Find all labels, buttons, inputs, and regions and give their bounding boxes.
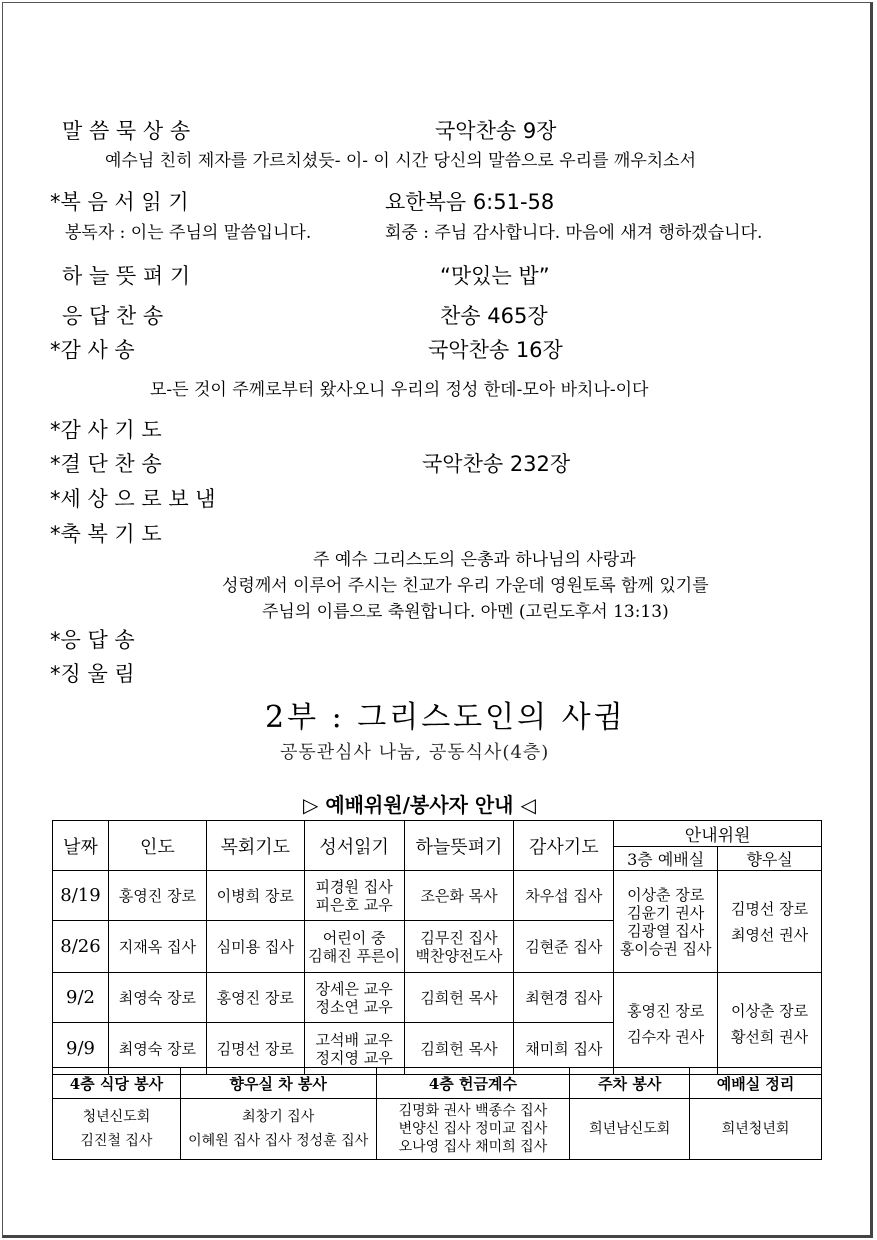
prayer-cell: 김명선 장로: [206, 1023, 304, 1075]
cell-line: 김진철 집사: [80, 1133, 153, 1149]
item-label: 하 늘 뜻 펴 기: [62, 264, 191, 288]
cell-line: 어린이 중: [322, 928, 386, 947]
thanks-cell: 차우섭 집사: [514, 871, 614, 921]
offering-cell: [376, 1099, 570, 1160]
header-parking: 주차 봉사: [570, 1068, 690, 1099]
header-floor3: 3층 예배실: [614, 847, 718, 871]
prayer-cell: 홍영진 장로: [206, 973, 304, 1023]
prayer-cell: 이병희 장로: [206, 871, 304, 921]
benediction-line: 주님의 이름으로 축원합니다. 아멘 (고린도후서 13:13): [262, 602, 669, 622]
part2-subtitle: 공동관심사 나눔, 공동식사(4층): [280, 742, 550, 763]
cell-line: 피경원 집사: [315, 877, 393, 896]
benediction-line: 주 예수 그리스도의 은총과 하나님의 사랑과: [313, 550, 636, 570]
header-leader: 인도: [108, 821, 206, 871]
header-tea: 향우실 차 봉사: [180, 1068, 376, 1099]
thanks-cell: 김현준 집사: [514, 921, 614, 973]
item-label: *축 복 기 도: [50, 522, 162, 546]
floor3-ushers-cell: [614, 871, 718, 973]
scripture-cell: [304, 871, 404, 921]
thanks-cell: 최현경 집사: [514, 973, 614, 1023]
reader-response: 봉독자 : 이는 주님의 말씀입니다.: [65, 223, 312, 243]
cell-line: 정지영 교우: [315, 1048, 393, 1067]
cell-line: 김명선 장로: [730, 899, 809, 918]
cell-line: 김수자 권사: [627, 1027, 705, 1046]
scripture-cell: [304, 973, 404, 1023]
cell-line: 홍이승권 집사: [619, 939, 712, 958]
item-label: 말 씀 묵 상 송: [62, 119, 191, 143]
sermon-cell: 김희헌 목사: [404, 1023, 514, 1075]
parking-cell: 희년남신도회: [570, 1099, 690, 1160]
header-date: 날짜: [53, 821, 109, 871]
cell-line: 김명화 권사 백종수 집사: [398, 1103, 548, 1119]
cell-line: 홍영진 장로: [627, 1001, 705, 1020]
item-label: *세 상 으 로 보 냄: [50, 487, 216, 511]
leader-cell: 지재옥 집사: [108, 921, 206, 973]
header-cafeteria: 4층 식당 봉사: [53, 1068, 181, 1099]
cell-line: 오나영 집사 채미희 집사: [398, 1139, 548, 1155]
item-label: *징 울 림: [50, 662, 135, 686]
header-ushers: 안내위원: [614, 821, 822, 847]
cell-line: 백찬양전도사: [415, 946, 503, 965]
item-value: 찬송 465장: [440, 304, 548, 328]
item-value: 요한복음 6:51-58: [385, 190, 555, 214]
incense-ushers-cell: [718, 973, 822, 1075]
item-value: 국악찬송 16장: [428, 338, 563, 362]
item-label: *결 단 찬 송: [50, 452, 162, 476]
prayer-cell: 심미용 집사: [206, 921, 304, 973]
date-cell: 8/19: [53, 871, 109, 921]
leader-cell: 최영숙 장로: [108, 1023, 206, 1075]
part2-title: 2부 : 그리스도인의 사귐: [265, 700, 626, 735]
cell-line: 이상춘 장로: [730, 1001, 809, 1020]
item-label: *복 음 서 읽 기: [50, 190, 189, 214]
header-thanks-prayer: 감사기도: [514, 821, 614, 871]
cell-line: 이상춘 장로: [627, 885, 705, 904]
thanks-cell: 채미희 집사: [514, 1023, 614, 1075]
item-value: “맛있는 밥”: [440, 264, 550, 288]
cell-line: 김무진 집사: [420, 928, 498, 947]
cafeteria-cell: [53, 1099, 181, 1160]
table-row: [53, 1099, 822, 1160]
date-cell: 9/9: [53, 1023, 109, 1075]
sermon-cell: 조은화 목사: [404, 871, 514, 921]
item-label: 응 답 찬 송: [62, 304, 164, 328]
item-label: *응 답 송: [50, 628, 135, 652]
cell-line: 고석배 교우: [315, 1030, 393, 1049]
volunteer-table: [52, 820, 822, 1075]
table-row: [53, 973, 822, 1023]
sermon-cell: 김희헌 목사: [404, 973, 514, 1023]
header-scripture: 성서읽기: [304, 821, 404, 871]
header-pastoral-prayer: 목회기도: [206, 821, 304, 871]
cell-line: 최창기 집사: [242, 1109, 315, 1125]
header-sermon: 하늘뜻펴기: [404, 821, 514, 871]
incense-ushers-cell: [718, 871, 822, 973]
lyrics-line: 모-든 것이 주께로부터 왔사오니 우리의 정성 한데-모아 바치나-이다: [150, 380, 649, 400]
cell-line: 피은호 교우: [315, 895, 393, 914]
cell-line: 변양신 집사 정미교 집사: [398, 1121, 548, 1137]
cell-line: 최영선 권사: [730, 925, 809, 944]
item-value: 국악찬송 232장: [422, 452, 571, 476]
scripture-cell: [304, 921, 404, 973]
cell-line: 장세은 교우: [315, 979, 393, 998]
cell-line: 청년신도회: [82, 1109, 151, 1125]
cell-line: 김해진 푸른이: [308, 946, 400, 965]
date-cell: 9/2: [53, 973, 109, 1023]
header-cleanup: 예배실 정리: [690, 1068, 822, 1099]
sermon-cell: [404, 921, 514, 973]
cleanup-cell: 희년청년회: [690, 1099, 822, 1160]
leader-cell: 최영숙 장로: [108, 973, 206, 1023]
cell-line: 이혜원 집사 집사 정성훈 집사: [188, 1133, 369, 1149]
floor3-ushers-cell: [614, 973, 718, 1075]
benediction-line: 성령께서 이루어 주시는 친교가 우리 가운데 영원토록 함께 있기를: [222, 576, 709, 596]
cell-line: 정소연 교우: [315, 997, 393, 1016]
date-cell: 8/26: [53, 921, 109, 973]
header-offering: 4층 헌금계수: [376, 1068, 570, 1099]
item-label: *감 사 송: [50, 338, 135, 362]
lyrics-line: 예수님 친히 제자를 가르치셨듯- 이- 이 시간 당신의 말씀으로 우리를 깨우치소서: [105, 151, 697, 171]
item-value: 국악찬송 9장: [435, 119, 557, 143]
guide-title: ▷ 예배위원/봉사자 안내 ◁: [303, 793, 536, 817]
tea-cell: [180, 1099, 376, 1160]
service-table: [52, 1067, 822, 1160]
table-row: [53, 871, 822, 921]
cell-line: 황선희 권사: [730, 1027, 809, 1046]
item-label: *감 사 기 도: [50, 418, 162, 442]
cell-line: 김윤기 권사: [627, 903, 705, 922]
leader-cell: 홍영진 장로: [108, 871, 206, 921]
header-incense: 향우실: [718, 847, 822, 871]
congregation-response: 회중 : 주님 감사합니다. 마음에 새겨 행하겠습니다.: [385, 223, 763, 243]
cell-line: 김광열 집사: [627, 921, 705, 940]
